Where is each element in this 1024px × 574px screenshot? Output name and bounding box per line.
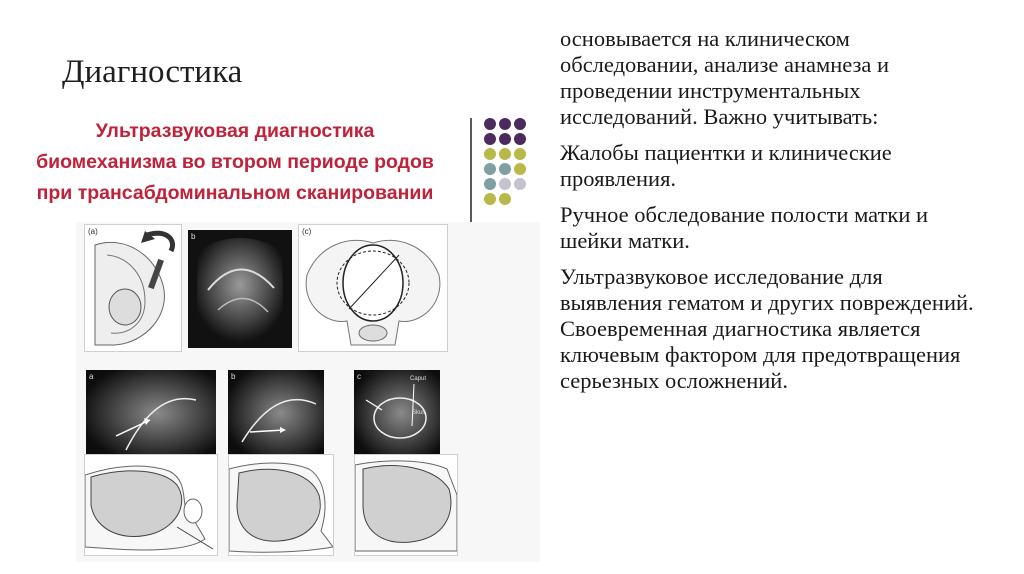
- ultrasound-figure: [76, 222, 540, 562]
- pubis-label: Pubis: [130, 371, 146, 377]
- dot: [484, 193, 496, 205]
- dot: [499, 148, 511, 160]
- panel-letter: c: [357, 372, 361, 381]
- pubis-label: Pubis: [366, 371, 382, 377]
- dot: [514, 163, 526, 175]
- dot: [484, 133, 496, 145]
- dot: [514, 118, 526, 130]
- dot: [514, 148, 526, 160]
- panel-a1-diagram: [84, 224, 182, 352]
- figure-heading-line-1: Ультразвуковая диагностика: [95, 120, 375, 142]
- paragraph-intro: основывается на клиническом обследовании, анализе анамнеза и проведении инструментальных исследований. Важно учитывать:: [560, 26, 890, 129]
- pelvis-outline-drawing: [299, 225, 447, 351]
- dot: [514, 178, 526, 190]
- panel-letter: (c): [302, 227, 312, 236]
- caput-label: Caput: [410, 376, 427, 382]
- ultrasound-image: [354, 370, 440, 456]
- fetal-head-drawing: [229, 455, 333, 555]
- body-text: [560, 26, 990, 404]
- paragraph-manual-exam: Ручное обследование полости матки и шейки матки.: [560, 202, 929, 253]
- ultrasound-image: [86, 370, 216, 456]
- figure-heading-line-3: при трансабдоминальном сканировании: [36, 182, 434, 204]
- panel-b1-ultrasound: [188, 230, 292, 348]
- panel-letter: b: [231, 372, 236, 381]
- panel-letter: b: [191, 232, 196, 241]
- ultrasound-image: [228, 370, 324, 456]
- paragraph-ultrasound: Ультразвуковое исследование для выявления гематом и других повреждений. Своевременная диагностика является ключевым фактором для предотвращения серьезных осложнений.: [560, 264, 974, 393]
- panel-letter: (a): [88, 227, 98, 236]
- dot: [499, 118, 511, 130]
- figure-heading: [0, 116, 470, 209]
- panel-letter: a: [89, 372, 94, 381]
- panel-a2-ultrasound: [86, 370, 216, 456]
- paragraph-complaints: Жалобы пациентки и клинические проявления.: [560, 140, 892, 191]
- figure-heading-line-2: биомеханизма во втором периоде родов: [36, 151, 434, 173]
- pubis-label: Pubis: [256, 371, 272, 377]
- dot: [514, 133, 526, 145]
- dot: [484, 118, 496, 130]
- dot: [499, 178, 511, 190]
- dot: [499, 193, 511, 205]
- slide-title: Диагностика: [62, 54, 243, 90]
- dot: [484, 178, 496, 190]
- fetal-head-drawing: [85, 455, 217, 555]
- panel-c1-diagram: [298, 224, 448, 352]
- dot: [499, 163, 511, 175]
- panel-a3-drawing: [84, 454, 218, 556]
- panel-b3-drawing: [228, 454, 334, 556]
- skull-label: Skull: [412, 410, 426, 416]
- dot: [499, 133, 511, 145]
- fetal-head-drawing: [355, 455, 457, 555]
- pelvis-probe-drawing: [85, 225, 181, 351]
- ultrasound-image: [188, 230, 292, 348]
- vertical-divider: [470, 118, 472, 222]
- panel-b2-ultrasound: [228, 370, 324, 456]
- dot: [484, 163, 496, 175]
- panel-c2-ultrasound: [354, 370, 440, 456]
- dot: [484, 148, 496, 160]
- panel-c3-drawing: [354, 454, 458, 556]
